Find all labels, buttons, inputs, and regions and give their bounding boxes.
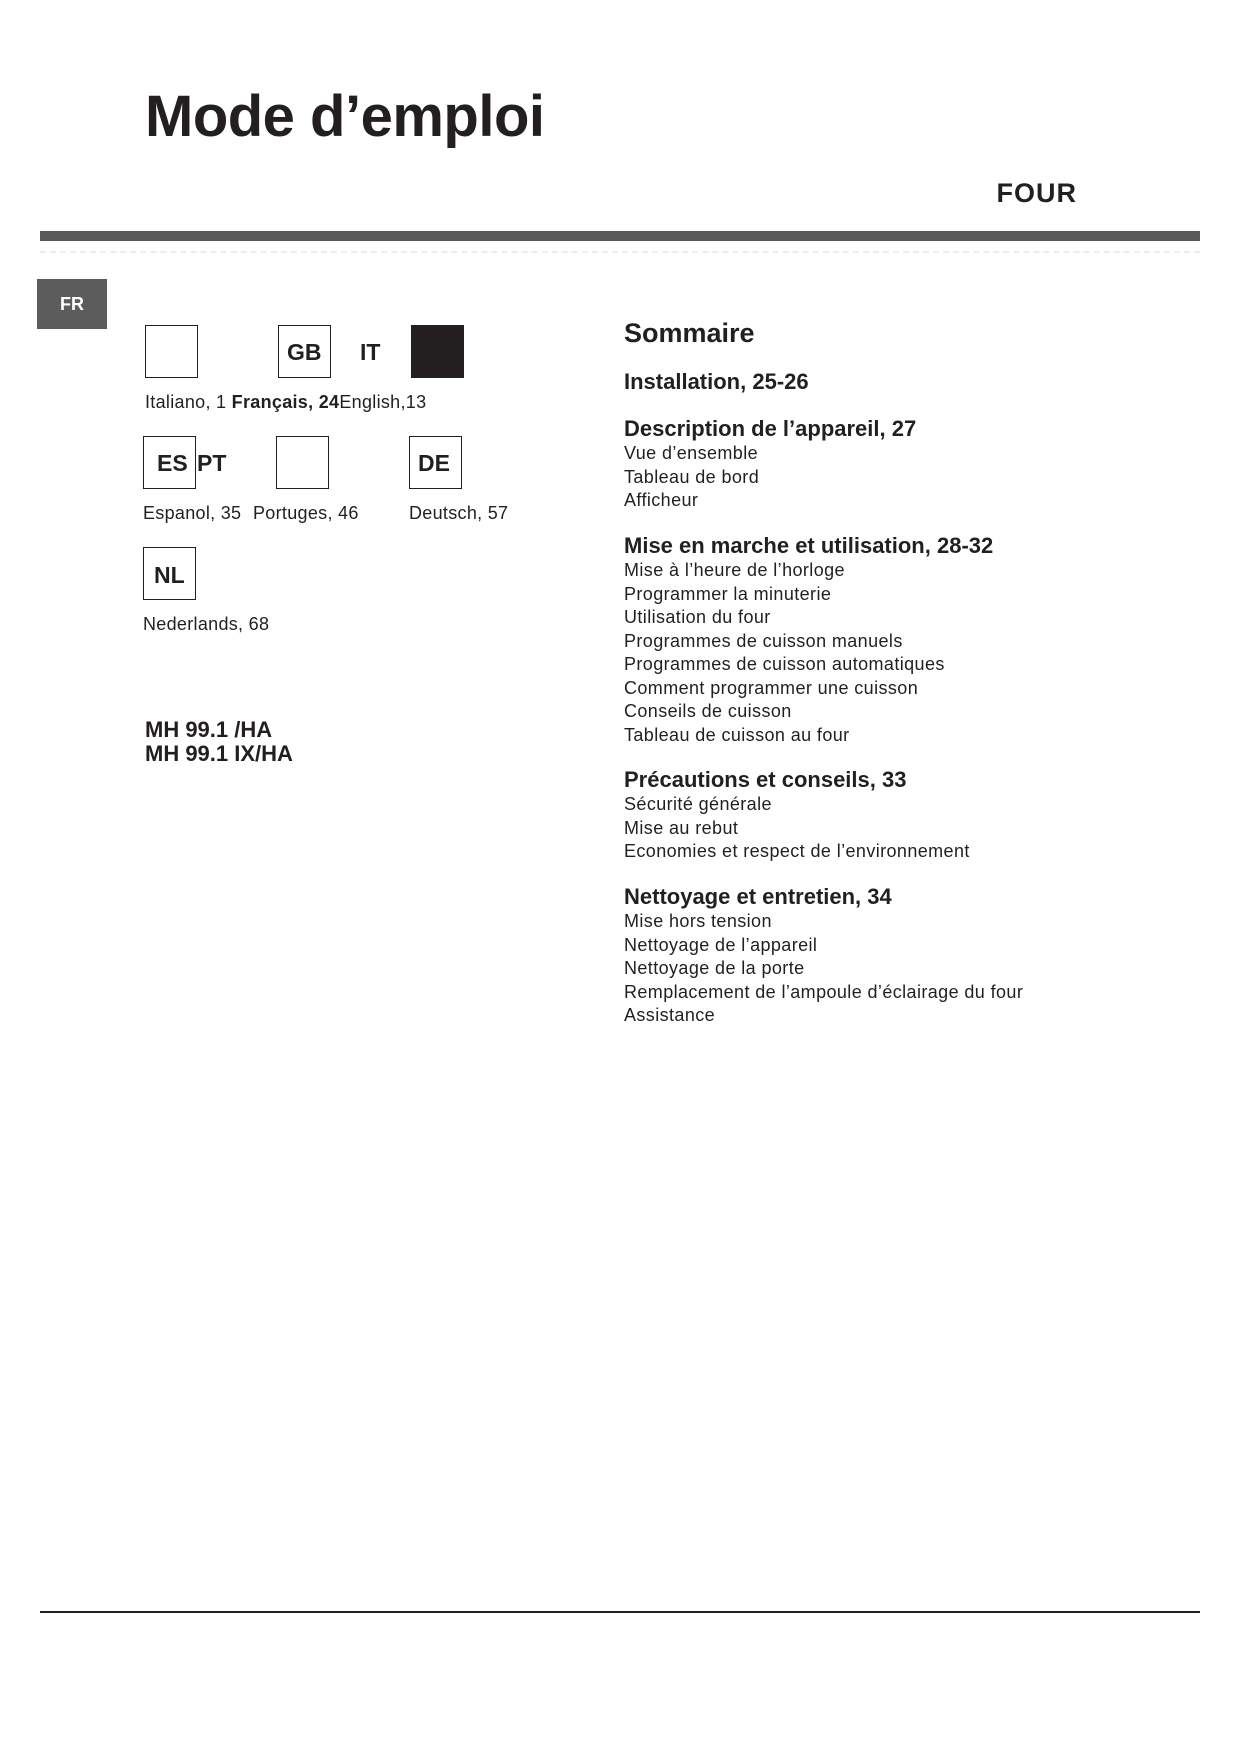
toc-item: Nettoyage de la porte xyxy=(624,958,805,978)
code-it: IT xyxy=(360,339,381,365)
toc-item: Vue d’ensemble xyxy=(624,443,759,463)
toc-section xyxy=(624,369,1184,395)
toc-item: Assistance xyxy=(624,1005,716,1025)
toc-section xyxy=(624,767,1184,864)
dotted-divider xyxy=(40,251,1200,253)
label-francais: Français, 24 xyxy=(231,392,340,412)
toc-item: Programmer la minuterie xyxy=(624,583,832,604)
toc-section xyxy=(624,884,1184,1028)
language-labels-row1 xyxy=(145,393,426,411)
label-english: English,13 xyxy=(339,392,427,412)
toc-section-title: Description de l’appareil, 27 xyxy=(624,416,917,441)
toc-item: Utilisation du four xyxy=(624,607,771,627)
code-de: DE xyxy=(418,450,450,476)
header-divider xyxy=(40,231,1200,241)
footer-divider xyxy=(40,1611,1200,1613)
portuguese-box xyxy=(276,436,329,489)
toc-item: Afficheur xyxy=(624,490,699,510)
toc-section xyxy=(624,416,1184,513)
toc-item: Conseils de cuisson xyxy=(624,701,792,721)
french-box xyxy=(411,325,464,378)
label-nederlands: Nederlands, 68 xyxy=(143,614,270,634)
sommaire-heading: Sommaire xyxy=(624,318,755,348)
toc-item: Mise à l’heure de l’horloge xyxy=(624,560,845,580)
code-gb: GB xyxy=(287,339,322,365)
product-type: FOUR xyxy=(996,178,1077,208)
model-number: MH 99.1 /HA xyxy=(145,717,273,742)
toc-item: Remplacement de l’ampoule d’éclairage du four xyxy=(624,981,1024,1002)
label-espanol: Espanol, 35 xyxy=(143,503,242,523)
toc-item: Programmes de cuisson automatiques xyxy=(624,654,945,674)
toc-item: Tableau de bord xyxy=(624,466,760,487)
toc-section-title: Mise en marche et utilisation, 28-32 xyxy=(624,533,994,558)
toc-section-title: Installation, 25-26 xyxy=(624,369,809,394)
label-deutsch: Deutsch, 57 xyxy=(409,503,509,523)
page-title: Mode d’emploi xyxy=(145,84,545,149)
label-italiano: Italiano, 1 xyxy=(145,392,227,412)
code-nl: NL xyxy=(154,562,185,588)
toc-section-title: Précautions et conseils, 33 xyxy=(624,767,907,792)
code-es: ES xyxy=(157,450,188,476)
model-number: MH 99.1 IX/HA xyxy=(145,741,293,766)
code-pt: PT xyxy=(197,450,227,476)
toc-item: Nettoyage de l’appareil xyxy=(624,934,818,955)
toc-item: Economies et respect de l’environnement xyxy=(624,841,970,861)
toc-item: Programmes de cuisson manuels xyxy=(624,630,903,651)
language-tab-fr: FR xyxy=(37,279,107,329)
label-portuges: Portuges, 46 xyxy=(253,503,359,523)
toc-item: Tableau de cuisson au four xyxy=(624,724,850,745)
toc-section xyxy=(624,533,1184,747)
toc-item: Comment programmer une cuisson xyxy=(624,677,919,698)
toc-item: Sécurité générale xyxy=(624,794,772,814)
toc-item: Mise au rebut xyxy=(624,817,739,838)
italian-box xyxy=(145,325,198,378)
toc-item: Mise hors tension xyxy=(624,911,772,931)
toc-section-title: Nettoyage et entretien, 34 xyxy=(624,884,892,909)
